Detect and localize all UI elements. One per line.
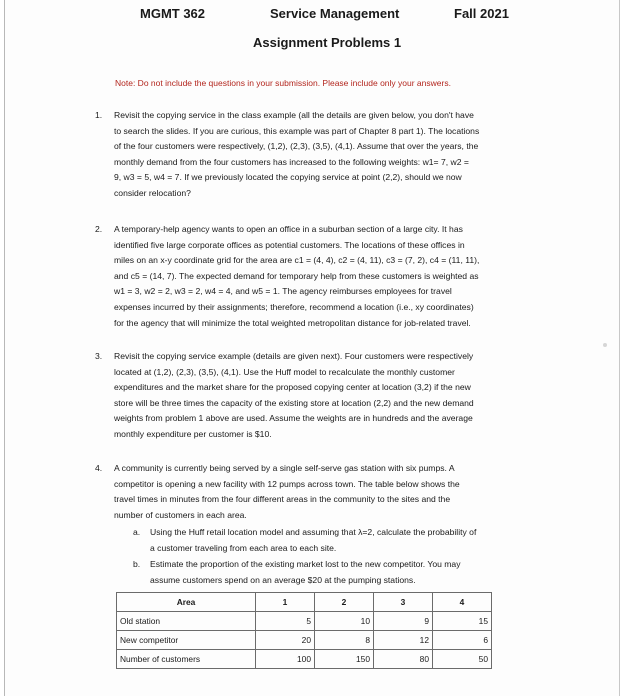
text-line: expenditures and the market share for the proposed copying center at location (3,2) if the new: [114, 382, 471, 393]
row-label: Number of customers: [117, 650, 256, 669]
course-title: Service Management: [270, 6, 400, 21]
text-line: store will be three times the capacity of the existing store at location (2,2) and the new demand: [114, 397, 474, 408]
question-3: [95, 349, 565, 443]
text-line: w1 = 3, w2 = 2, w3 = 2, w4 = 4, and w5 = 1. The agency reimburses employees for travel: [114, 286, 452, 297]
table-cell: 80: [374, 650, 433, 669]
text-line: a customer traveling from each area to each site.: [150, 542, 337, 553]
subpart-a: [133, 525, 563, 556]
text-line: Revisit the copying service example (details are given next). Four customers were respectively: [114, 351, 474, 361]
text-line: number of customers in each area.: [114, 509, 247, 520]
table-header-cell: 3: [374, 593, 433, 612]
table-header-cell: 4: [433, 593, 492, 612]
table-cell: 150: [315, 650, 374, 669]
text-line: Estimate the proportion of the existing market lost to the new competitor. You may: [150, 559, 461, 569]
subpart-text: [150, 557, 563, 588]
term-label: Fall 2021: [454, 6, 509, 21]
question-1: [95, 108, 565, 202]
travel-time-table: [116, 592, 492, 669]
document-page: [4, 0, 620, 696]
question-text: [114, 108, 565, 202]
text-line: expenses incurred by their assignments; therefore, recommend a location (i.e., xy coordinates): [114, 301, 474, 312]
table-cell: 15: [433, 612, 492, 631]
question-text: [114, 349, 565, 443]
text-line: and c5 = (14, 7). The expected demand for temporary help from these customers is weighted as: [114, 270, 479, 281]
course-code: MGMT 362: [140, 6, 206, 21]
text-line: consider relocation?: [114, 187, 191, 198]
table-cell: 6: [433, 631, 492, 650]
question-number: 3.: [95, 351, 103, 361]
text-line: for the agency that will minimize the total weighted metropolitan distance for job-related travel.: [114, 317, 471, 328]
table-header-cell: 2: [315, 593, 374, 612]
scroll-indicator: [603, 343, 607, 347]
text-line: monthly expenditure per customer is $10.: [114, 428, 272, 439]
row-label: Old station: [117, 612, 256, 631]
table-cell: 50: [433, 650, 492, 669]
text-line: 9, w3 = 5, w4 = 7. If we previously located the copying service at point (2,2), should we now: [114, 172, 462, 183]
table-cell: 9: [374, 612, 433, 631]
question-number: 2.: [95, 224, 103, 234]
text-line: monthly demand from the four customers has increased to the following weights: w1= 7, w2 =: [114, 156, 469, 167]
page-header: [5, 0, 619, 24]
subpart-b: [133, 557, 563, 588]
subpart-letter: b.: [133, 559, 141, 569]
text-line: located at (1,2), (2,3), (3,5), (4,1). Use the Huff model to recalculate the monthly customer: [114, 366, 455, 377]
question-text: [114, 461, 565, 523]
table-cell: 20: [256, 631, 315, 650]
question-number: 1.: [95, 110, 103, 120]
table-cell: 100: [256, 650, 315, 669]
text-line: of the four customers were respectively, (1,2), (2,3), (3,5), (4,1). Assume that over the years, the: [114, 141, 479, 152]
text-line: A temporary-help agency wants to open an office in a suburban section of a large city. It has: [114, 224, 463, 234]
text-line: miles on an x-y coordinate grid for the area are c1 = (4, 4), c2 = (4, 11), c3 = (7, 2), c4 = (11, 11),: [114, 255, 480, 266]
table-cell: 12: [374, 631, 433, 650]
text-line: A community is currently being served by a single self-serve gas station with six pumps. A: [114, 463, 455, 473]
table-row: [117, 650, 492, 669]
question-2: [95, 222, 565, 331]
table-cell: 10: [315, 612, 374, 631]
assignment-title: Assignment Problems 1: [253, 35, 402, 50]
subpart-text: [150, 525, 563, 556]
row-label: New competitor: [117, 631, 256, 650]
question-4: [95, 461, 565, 523]
table-header-cell: 1: [256, 593, 315, 612]
text-line: to search the slides. If you are curious, this example was part of Chapter 8 part 1). The locations: [114, 125, 480, 136]
text-line: Revisit the copying service in the class example (all the details are given below, you don't have: [114, 110, 474, 120]
text-line: identified five large corporate offices as potential customers. The locations of these offices in: [114, 239, 465, 250]
table-header-cell: Area: [117, 593, 256, 612]
subpart-letter: a.: [133, 527, 141, 537]
text-line: assume customers spend on an average $20 at the pumping stations.: [150, 574, 416, 585]
text-line: travel times in minutes from the four different areas in the community to the sites and the: [114, 494, 451, 505]
question-text: [114, 222, 565, 331]
table-cell: 5: [256, 612, 315, 631]
table-row: [117, 612, 492, 631]
submission-note: Note: Do not include the questions in your submission. Please include only your answers.: [115, 78, 451, 88]
text-line: weights from problem 1 above are used. Assume the weights are in hundreds and the average: [114, 413, 473, 424]
question-number: 4.: [95, 463, 103, 473]
table-row: [117, 631, 492, 650]
table-cell: 8: [315, 631, 374, 650]
text-line: competitor is opening a new facility with 12 pumps across town. The table below shows the: [114, 478, 460, 489]
text-line: Using the Huff retail location model and assuming that λ=2, calculate the probability of: [150, 527, 477, 537]
table-header-row: [117, 593, 492, 612]
